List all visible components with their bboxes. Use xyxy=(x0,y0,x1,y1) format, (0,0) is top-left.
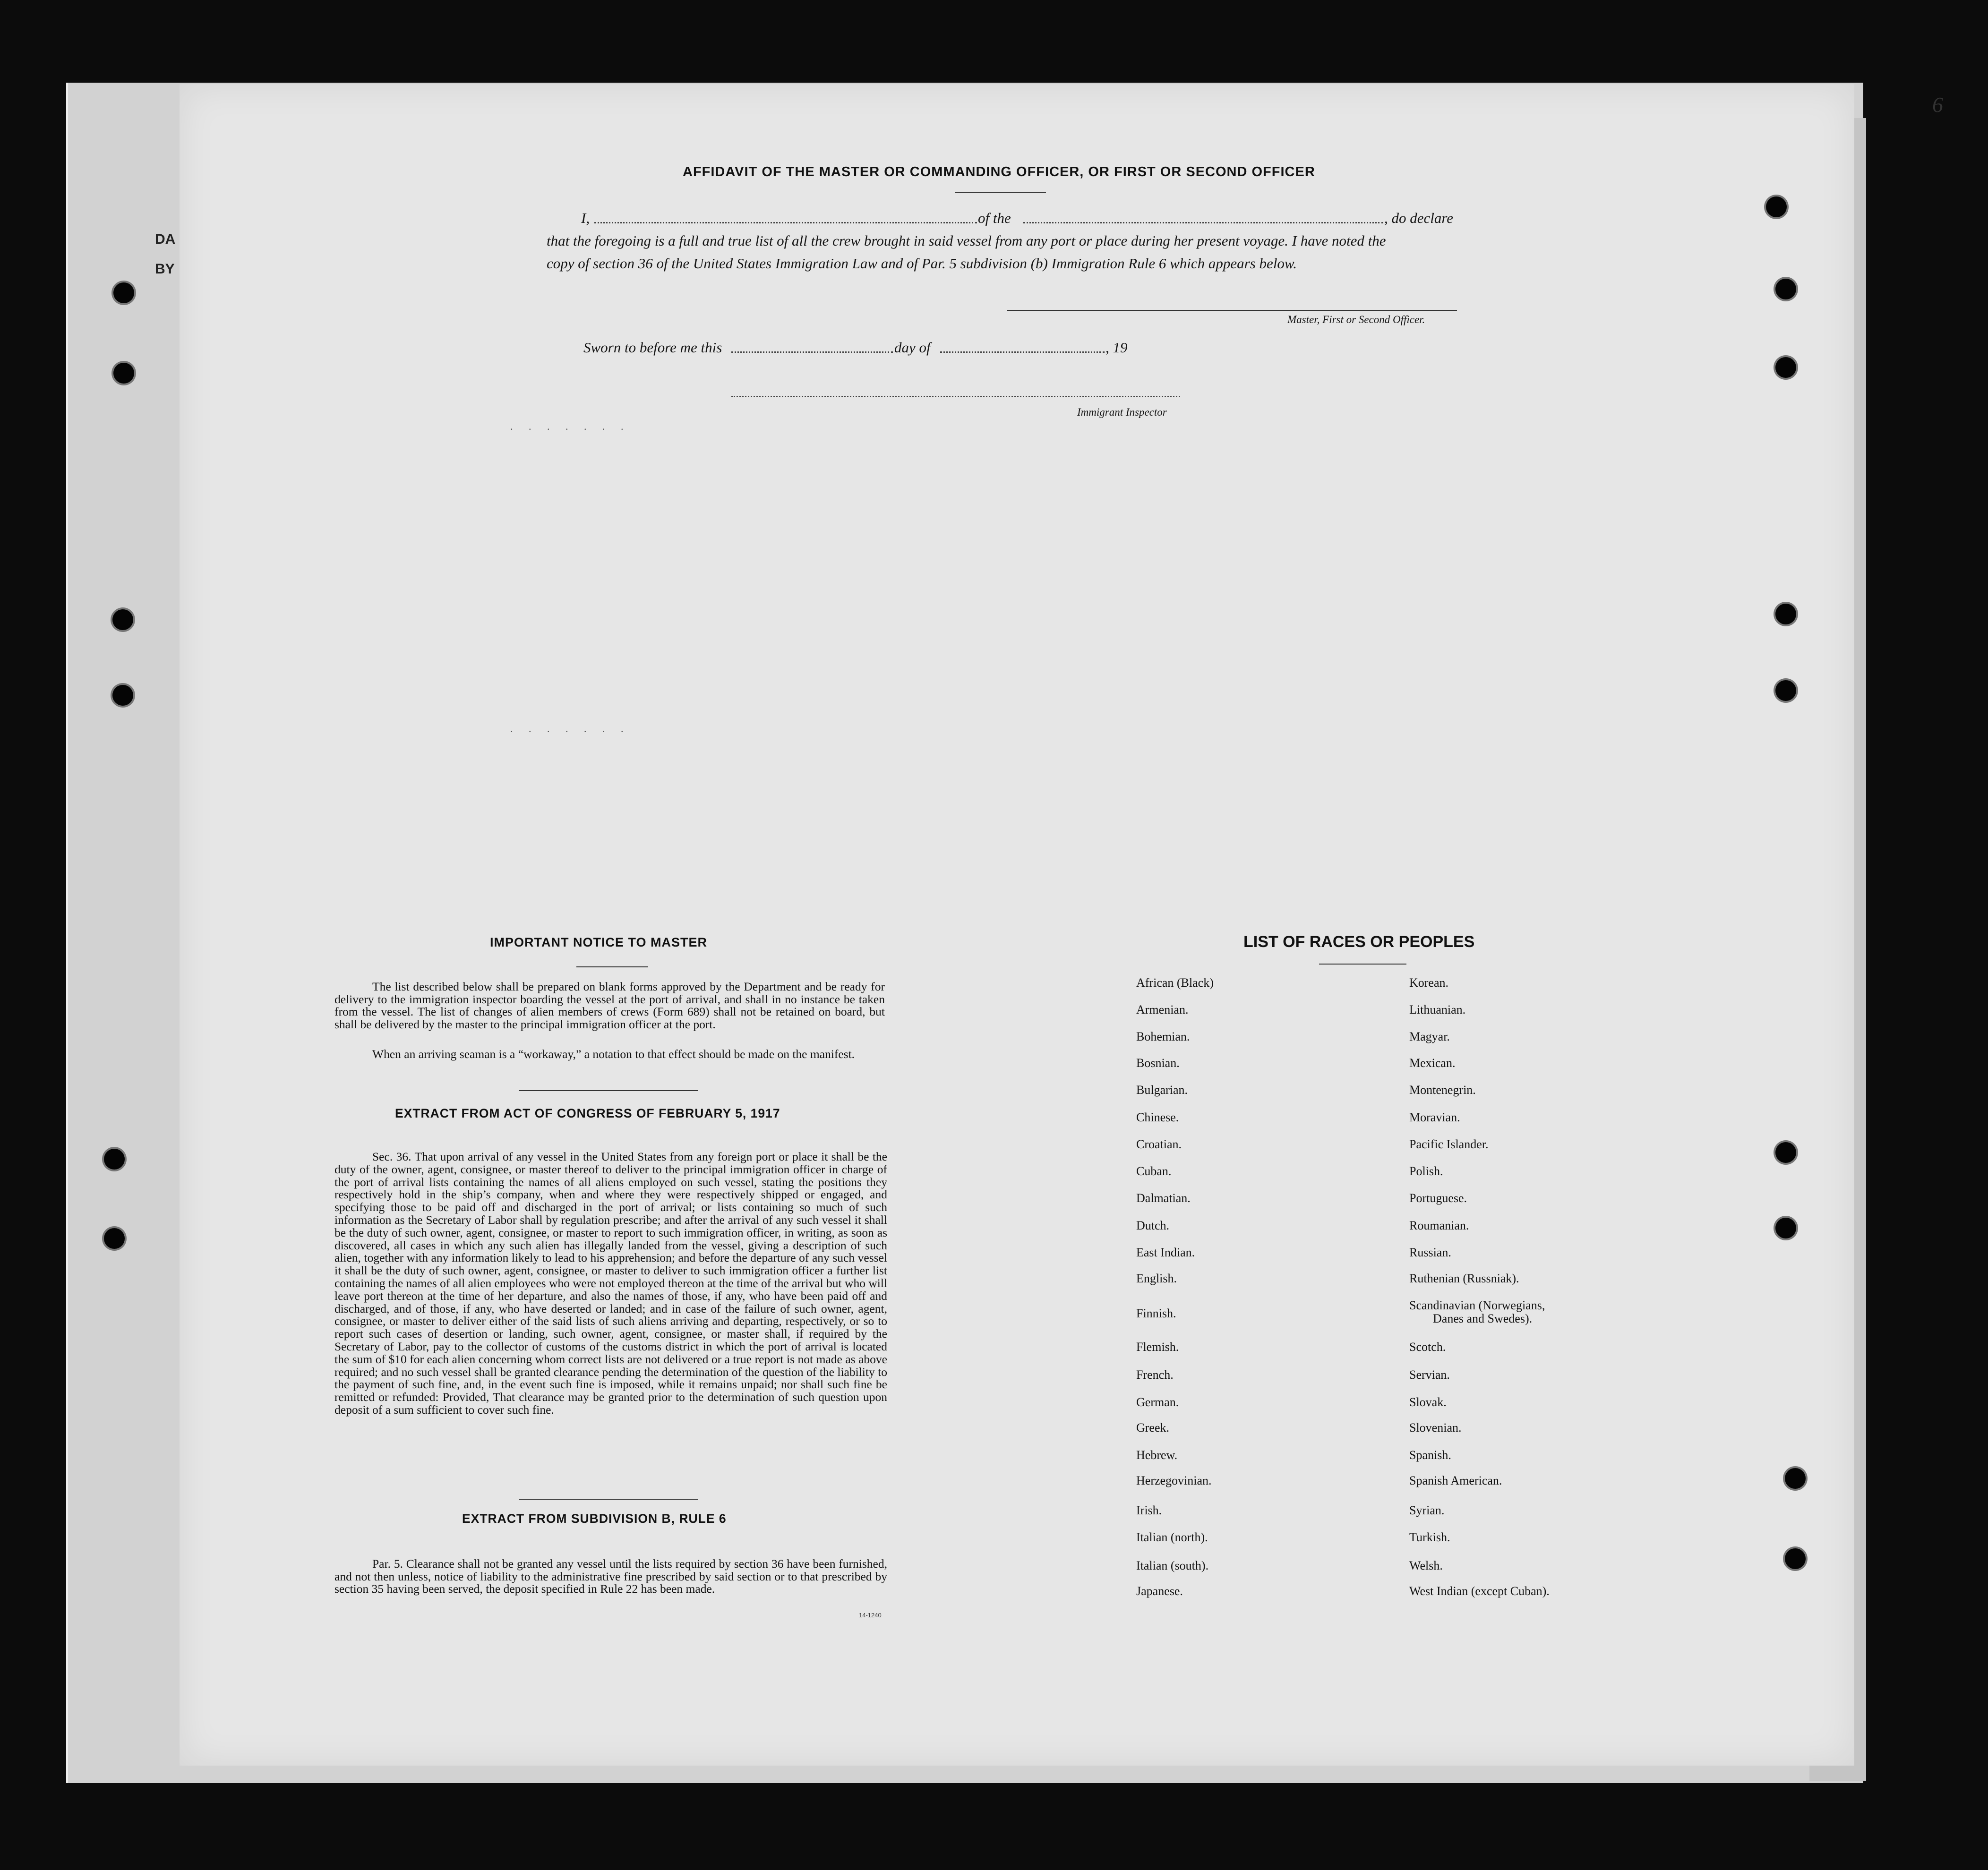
divider xyxy=(519,1090,698,1091)
divider xyxy=(955,192,1046,193)
race-item: Turkish. xyxy=(1409,1530,1450,1544)
extract-act-text: Sec. 36. That upon arrival of any vessel in the United States from any foreign port or place it shall be the duty of the owner, agent, consignee, or master thereof to deliver to the principal immigration officer in charge of the port of arrival lists containing the names of all aliens employed on such vessel, stating the positions they respectively hold in the ship’s company, when and where they were respectively shipped or engaged, and specifying those to be paid off and discharged in the port of arrival; or lists containing so much of such information as the Secretary of Labor shall by regulation prescribe; and after the arrival of any such vessel it shall be the duty of such owner, agent, consignee, or master to report to such immigration officer, in writing, as soon as discovered, all cases in which any such alien has illegally landed from the vessel, giving a description of such alien, together with any information likely to lead to his apprehension; and before the departure of any such vessel it shall be the duty of such owner, agent, consignee, or master to deliver to such immigration officer a further list containing the names of all alien employees who were not employed thereon at the time of the arrival but who will leave port thereon at the time of her departure, and also the names of those, if any, who have been paid off and discharged, and of those, if any, who have deserted or landed; and in case of the failure of such owner, agent, consignee, or master to deliver either of the said lists of such aliens arriving and departing, respectively, or so to report such cases of desertion or landing, such owner, agent, consignee, or master shall, if required by the Secretary of Labor, pay to the collector of customs of the customs district in which the port of arrival is located the sum of $10 for each alien concerning whom correct lists are not delivered or a true report is not made as above required; and no such vessel shall be granted clearance pending the determination of the question of the liability to the payment of such fine, and, in the event such fine is imposed, while it remains unpaid; nor shall such fine be remitted or refunded: Provided, That clearance may be granted prior to the determination of such question upon deposit of a sum sufficient to cover such fine. xyxy=(334,1150,887,1417)
race-item: Flemish. xyxy=(1136,1340,1179,1354)
important-notice-paragraph-1: The list described below shall be prepared on blank forms approved by the Department and be ready for delivery to the immigration inspector boarding the vessel at the port of arrival, and shall in no instance be taken from the vessel. The list of changes of alien members of crews (Form 689) shall not be retained on board, but shall be delivered by the master to the principal immigration officer at the port. xyxy=(334,980,885,1031)
extract-act-title: EXTRACT FROM ACT OF CONGRESS OF FEBRUARY 5, 1917 xyxy=(395,1106,780,1120)
binder-hole xyxy=(1785,1548,1806,1569)
race-item: Welsh. xyxy=(1409,1559,1443,1572)
race-item: Bohemian. xyxy=(1136,1030,1190,1043)
year-label: , 19 xyxy=(1105,339,1128,356)
race-item: Japanese. xyxy=(1136,1584,1183,1598)
race-item: Herzegovinian. xyxy=(1136,1474,1212,1487)
binder-hole xyxy=(113,363,134,384)
race-item: Portuguese. xyxy=(1409,1191,1467,1205)
divider xyxy=(1319,964,1406,965)
race-item: Lithuanian. xyxy=(1409,1003,1466,1016)
form-code: 14-1240 xyxy=(859,1612,882,1619)
day-of-label: day of xyxy=(894,339,931,356)
divider xyxy=(519,1499,698,1500)
extract-rule-text: Par. 5. Clearance shall not be granted any vessel until the lists required by section 36 have been furnished, and not then unless, notice of liability to the administrative fine prescribed by said section or to that prescribed by section 35 having been served, the deposit specified in Rule 22 has been made. xyxy=(334,1557,887,1596)
race-item: Spanish American. xyxy=(1409,1474,1502,1487)
race-item: Russian. xyxy=(1409,1246,1451,1259)
race-item: Moravian. xyxy=(1409,1110,1460,1124)
inspector-signature-line[interactable] xyxy=(731,396,1180,397)
race-item: Bulgarian. xyxy=(1136,1083,1188,1097)
affidavit-title: AFFIDAVIT OF THE MASTER OR COMMANDING OFFICER, OR FIRST OR SECOND OFFICER xyxy=(683,164,1315,179)
form-sheet xyxy=(180,84,1854,1766)
faint-mark: . . . . . . . xyxy=(510,420,630,432)
race-item: East Indian. xyxy=(1136,1246,1195,1259)
race-item: Scandinavian (Norwegians, xyxy=(1409,1298,1545,1312)
race-item: Finnish. xyxy=(1136,1306,1176,1320)
binder-hole xyxy=(1766,196,1787,217)
race-item: Croatian. xyxy=(1136,1137,1182,1151)
affidavit-i-label: I, xyxy=(581,210,590,226)
important-notice-title: IMPORTANT NOTICE TO MASTER xyxy=(490,935,707,949)
race-item: Cuban. xyxy=(1136,1164,1172,1178)
page-number: 6 xyxy=(1932,93,1943,117)
race-item: Ruthenian (Russniak). xyxy=(1409,1272,1519,1285)
races-title: LIST OF RACES OR PEOPLES xyxy=(1243,933,1475,951)
vessel-blank[interactable] xyxy=(1023,222,1383,223)
race-item: German. xyxy=(1136,1395,1179,1409)
affidavit-declare-label: , do declare xyxy=(1384,210,1454,226)
race-item: Hebrew. xyxy=(1136,1448,1178,1462)
binder-hole xyxy=(104,1228,125,1249)
binder-hole xyxy=(112,609,133,630)
race-item: African (Black) xyxy=(1136,976,1214,990)
race-item: Irish. xyxy=(1136,1503,1162,1517)
binder-hole xyxy=(1775,1142,1796,1163)
race-item: Montenegrin. xyxy=(1409,1083,1476,1097)
signature-line[interactable] xyxy=(1007,310,1457,311)
affidavit-of-the-label: of the xyxy=(978,210,1011,226)
name-blank[interactable] xyxy=(594,222,977,223)
affidavit-line-2: that the foregoing is a full and true list of all the crew brought in said vessel from any port or place during her present voyage. I have noted the xyxy=(547,232,1386,249)
binder-hole xyxy=(1775,279,1796,299)
race-item: Mexican. xyxy=(1409,1056,1456,1070)
binder-hole xyxy=(113,282,134,303)
binder-hole xyxy=(1785,1468,1806,1489)
race-item: Servian. xyxy=(1409,1368,1450,1382)
race-item: French. xyxy=(1136,1368,1174,1382)
race-item: Dalmatian. xyxy=(1136,1191,1191,1205)
binder-hole xyxy=(1775,680,1796,701)
binder-hole xyxy=(1775,604,1796,624)
race-item: Slovak. xyxy=(1409,1395,1447,1409)
affidavit-line-3: copy of section 36 of the United States Immigration Law and of Par. 5 subdivision (b) Immigration Rule 6 which appears below. xyxy=(547,255,1297,272)
faint-mark: . . . . . . . xyxy=(510,723,630,734)
binder-hole xyxy=(104,1149,125,1170)
race-item: Syrian. xyxy=(1409,1503,1445,1517)
important-notice-paragraph-2: When an arriving seaman is a “workaway,” a notation to that effect should be made on the manifest. xyxy=(372,1047,855,1061)
race-item: Dutch. xyxy=(1136,1219,1170,1232)
divider xyxy=(576,966,648,967)
race-item: West Indian (except Cuban). xyxy=(1409,1584,1550,1598)
race-item: Roumanian. xyxy=(1409,1219,1469,1232)
race-item: Spanish. xyxy=(1409,1448,1451,1462)
sworn-month-blank[interactable] xyxy=(940,351,1105,353)
race-item: Danes and Swedes). xyxy=(1433,1312,1533,1325)
binder-hole xyxy=(112,685,133,706)
inspector-label: Immigrant Inspector xyxy=(1077,406,1167,418)
race-item: Scotch. xyxy=(1409,1340,1446,1354)
race-item: Korean. xyxy=(1409,976,1449,990)
sworn-text: Sworn to before me this xyxy=(583,339,722,356)
race-item: Magyar. xyxy=(1409,1030,1450,1043)
binder-hole xyxy=(1775,1218,1796,1238)
race-item: Italian (south). xyxy=(1136,1559,1209,1572)
extract-rule-title: EXTRACT FROM SUBDIVISION B, RULE 6 xyxy=(462,1511,727,1526)
race-item: Greek. xyxy=(1136,1421,1170,1435)
race-item: Polish. xyxy=(1409,1164,1443,1178)
race-item: Bosnian. xyxy=(1136,1056,1180,1070)
signature-label: Master, First or Second Officer. xyxy=(1287,314,1425,325)
race-item: Armenian. xyxy=(1136,1003,1189,1016)
race-item: Pacific Islander. xyxy=(1409,1137,1489,1151)
race-item: Chinese. xyxy=(1136,1110,1179,1124)
race-item: English. xyxy=(1136,1272,1177,1285)
binder-hole xyxy=(1775,357,1796,378)
race-item: Italian (north). xyxy=(1136,1530,1208,1544)
margin-mark: DA xyxy=(155,231,176,247)
margin-mark: BY xyxy=(155,261,175,277)
race-item: Slovenian. xyxy=(1409,1421,1462,1435)
sworn-day-blank[interactable] xyxy=(731,351,893,353)
